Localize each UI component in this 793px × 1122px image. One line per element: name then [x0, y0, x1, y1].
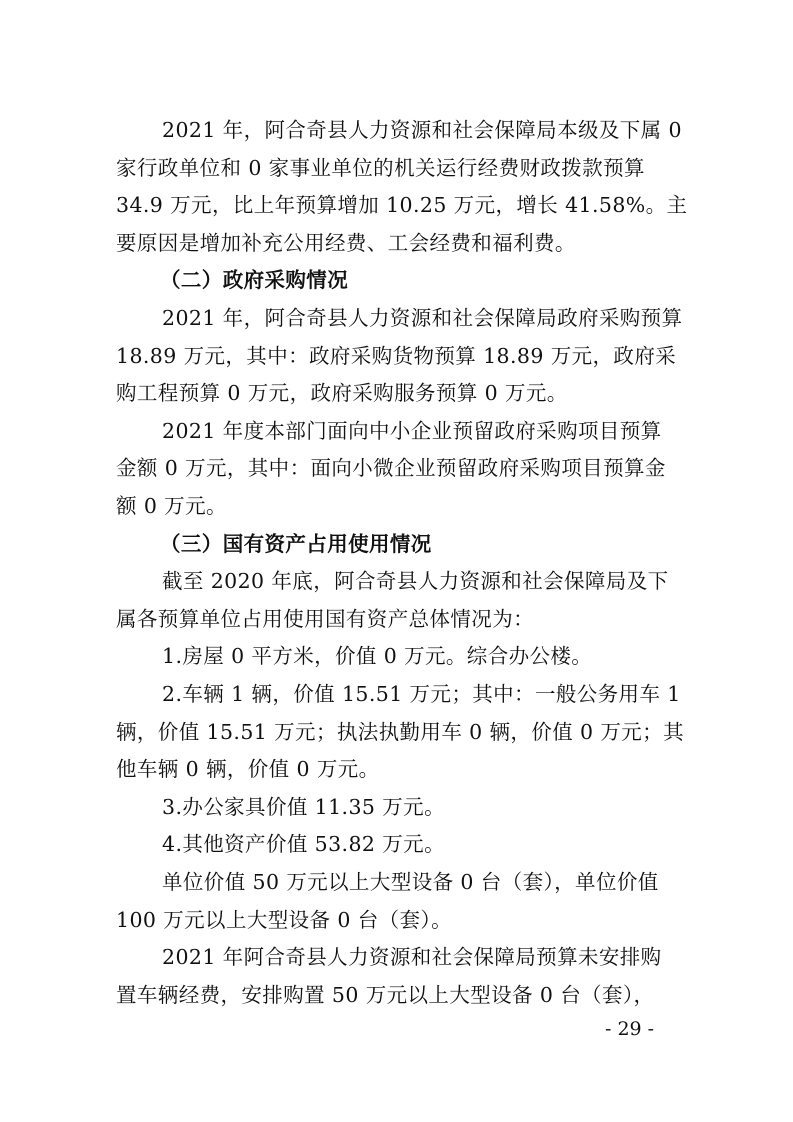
paragraph-line: 家行政单位和 0 家事业单位的机关运行经费财政拨款预算 [116, 155, 645, 180]
paragraph-line: 3.办公家具价值 11.35 万元。 [162, 794, 445, 819]
paragraph-line: 2021 年阿合奇县人力资源和社会保障局预算未安排购 [162, 945, 662, 970]
paragraph-line: 金额 0 万元，其中：面向小微企业预留政府采购项目预算金 [116, 456, 666, 481]
section-heading: （二）政府采购情况 [160, 268, 349, 293]
paragraph-line: 购工程预算 0 万元，政府采购服务预算 0 万元。 [116, 381, 568, 406]
paragraph-line: 2.车辆 1 辆，价值 15.51 万元；其中：一般公务用车 1 [162, 682, 681, 706]
paragraph-line: 属各预算单位占用使用国有资产总体情况为： [116, 606, 534, 631]
paragraph-line: 2021 年，阿合奇县人力资源和社会保障局政府采购预算 [162, 306, 683, 330]
paragraph-line: 34.9 万元，比上年预算增加 10.25 万元，增长 41.58%。主 [116, 193, 688, 218]
paragraph-line: 辆，价值 15.51 万元；执法执勤用车 0 辆，价值 0 万元；其 [116, 719, 684, 744]
paragraph-line: 要原因是增加补充公用经费、工会经费和福利费。 [116, 230, 576, 255]
paragraph-line: 2021 年，阿合奇县人力资源和社会保障局本级及下属 0 [162, 118, 682, 142]
paragraph-line: 截至 2020 年底，阿合奇县人力资源和社会保障局及下 [162, 569, 669, 594]
paragraph-line: 单位价值 50 万元以上大型设备 0 台（套），单位价值 [162, 870, 659, 894]
paragraph-line: 4.其他资产价值 53.82 万元。 [162, 832, 445, 857]
paragraph-line: 100 万元以上大型设备 0 台（套）。 [116, 907, 452, 932]
paragraph-line: 置车辆经费，安排购置 50 万元以上大型设备 0 台（套）， [116, 982, 655, 1007]
page-number: - 29 - [605, 1018, 655, 1040]
paragraph-line: 18.89 万元，其中：政府采购货物预算 18.89 万元，政府采 [116, 343, 677, 368]
paragraph-line: 2021 年度本部门面向中小企业预留政府采购项目预算 [162, 418, 662, 443]
paragraph-line: 额 0 万元。 [116, 494, 227, 518]
paragraph-line: 他车辆 0 辆，价值 0 万元。 [116, 757, 380, 782]
section-heading: （三）国有资产占用使用情况 [160, 531, 432, 556]
paragraph-line: 1.房屋 0 平方米，价值 0 万元。综合办公楼。 [162, 644, 593, 669]
